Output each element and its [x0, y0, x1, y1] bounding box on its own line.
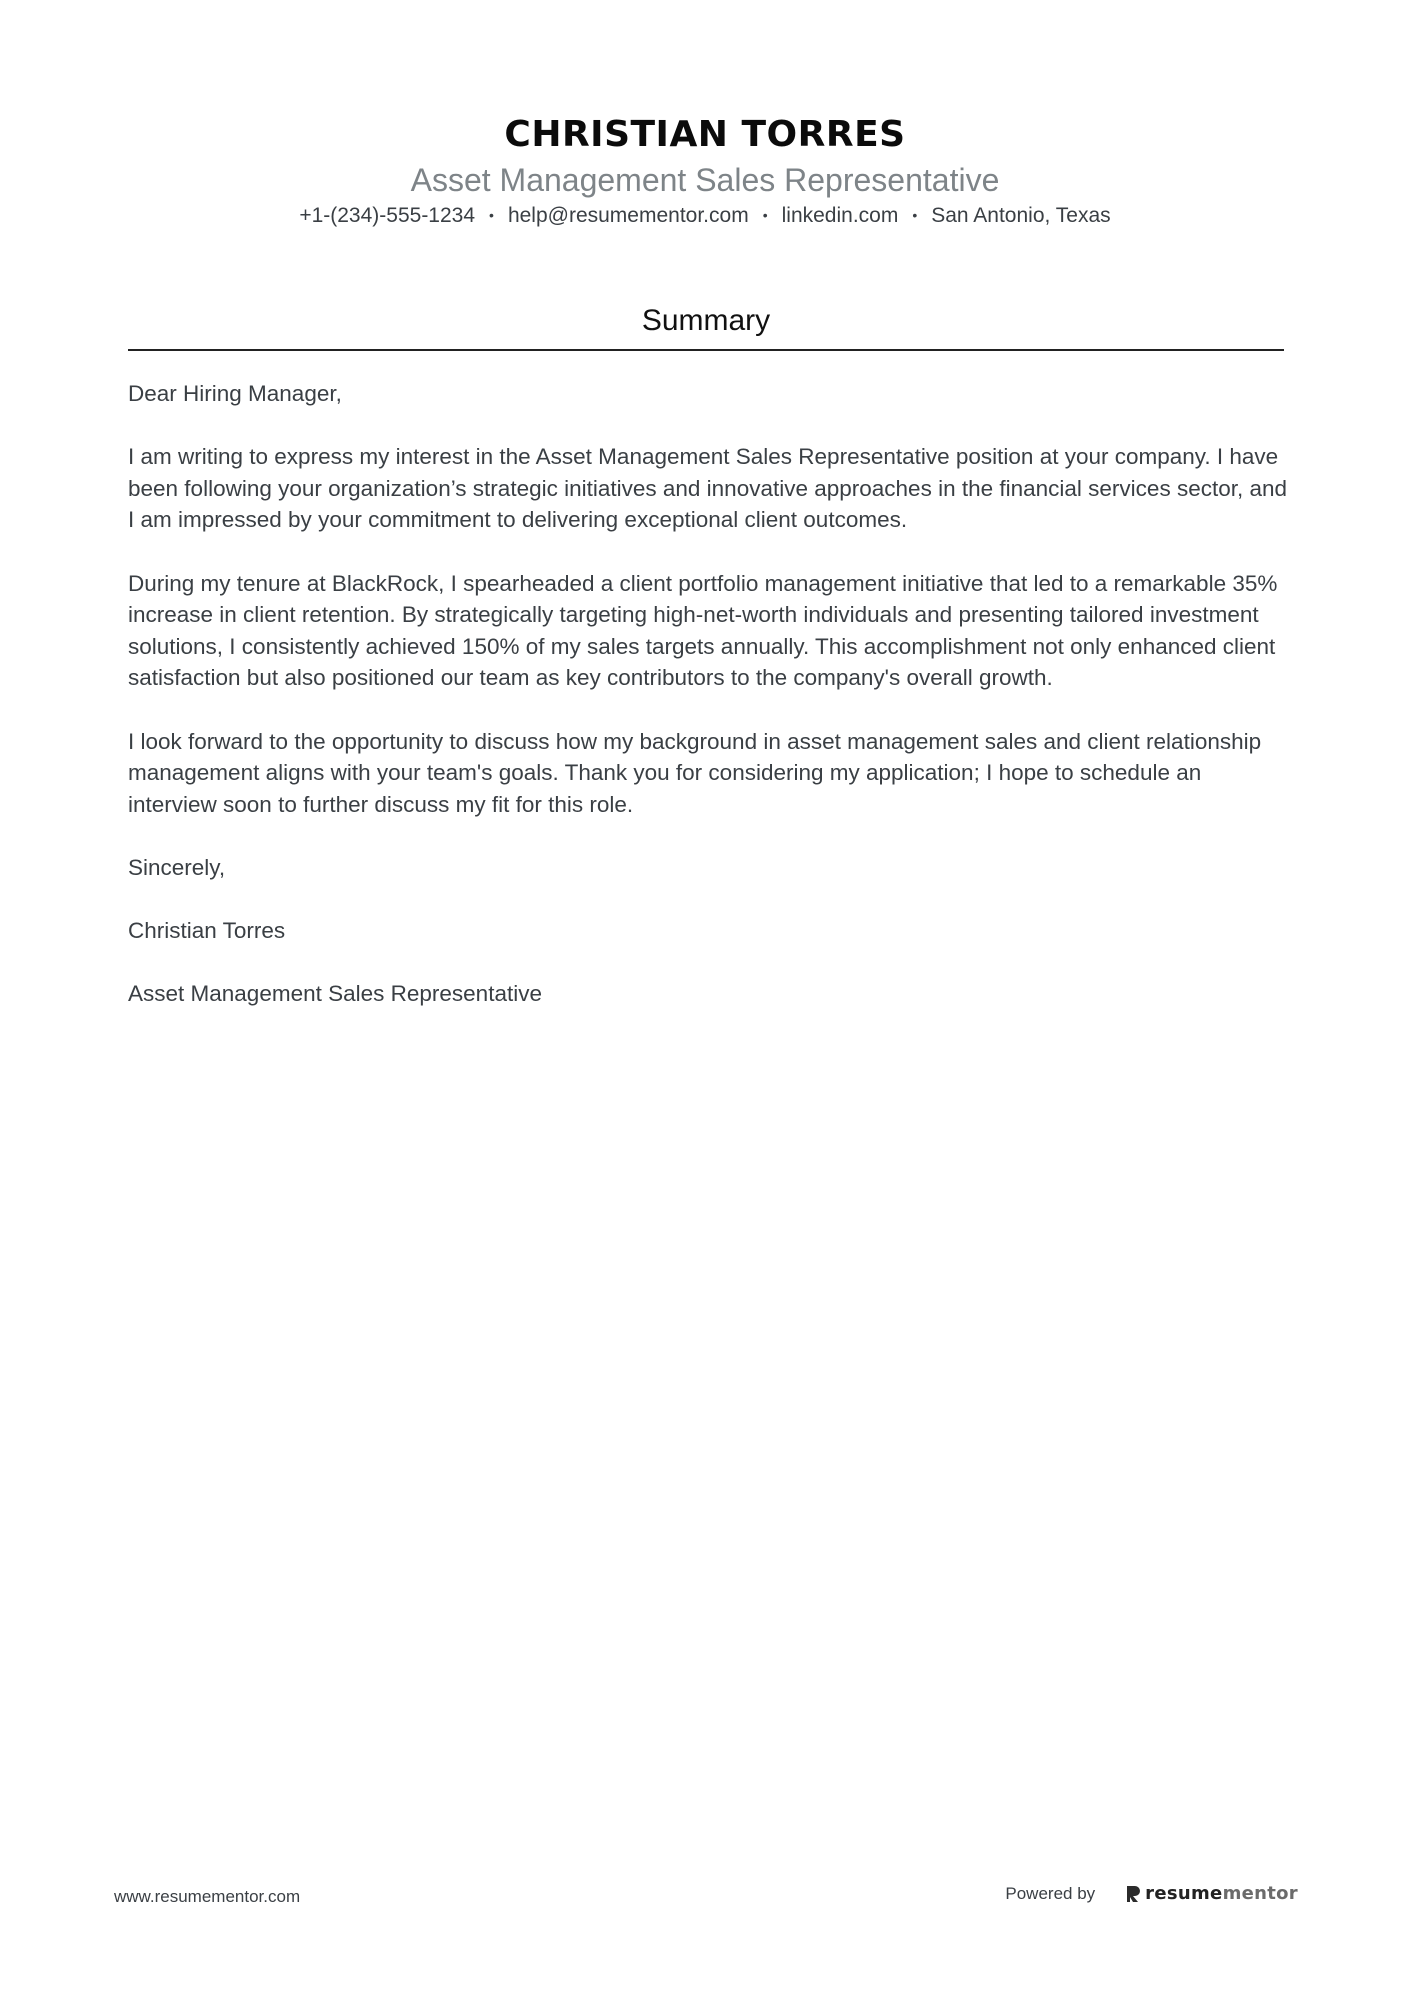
- contact-location: San Antonio, Texas: [931, 204, 1111, 227]
- letter-closing: Sincerely,: [128, 854, 226, 880]
- candidate-name: CHRISTIAN TORRES: [504, 114, 906, 155]
- signature-title: Asset Management Sales Representative: [128, 981, 542, 1007]
- letter-paragraph: During my tenure at BlackRock, I spearheaded a client portfolio management initiative that led to a remarkable 35% increase in client retention. By strategically targeting high-net-worth individuals and presenting tailored investment solutions, I consistently achieved 150% of my sales targets annually. This accomplishment not only enhanced client satisfaction but also positioned our team as key contributors to the company's overall growth.: [128, 570, 1278, 691]
- contact-separator: •: [912, 207, 918, 223]
- section-title-summary: Summary: [641, 304, 771, 337]
- logo-text-light: mentor: [1222, 1883, 1298, 1904]
- letter-greeting: Dear Hiring Manager,: [128, 381, 342, 406]
- powered-by-label: Powered by: [1005, 1883, 1096, 1903]
- footer-branding: [1005, 1883, 1298, 1904]
- letter-body: [128, 378, 1290, 1041]
- letter-paragraph: I am writing to express my interest in the Asset Management Sales Representative position at your company. I have been following your organization’s strategic initiatives and innovative approaches in the financial services sector, and I am impressed by your commitment to delivering exceptional client outcomes.: [128, 444, 1288, 533]
- resumementor-logo[interactable]: [1125, 1883, 1298, 1904]
- footer-website[interactable]: www.resumementor.com: [114, 1887, 301, 1906]
- header: [0, 112, 1410, 230]
- contact-separator: •: [762, 207, 768, 223]
- letter-paragraph: I look forward to the opportunity to discuss how my background in asset management sales and client relationship management aligns with your team's goals. Thank you for considering my application; I hope to schedule an interview soon to further discuss my fit for this role.: [128, 728, 1262, 817]
- contact-linkedin[interactable]: linkedin.com: [781, 204, 899, 227]
- section-divider: [128, 349, 1284, 351]
- contact-phone: +1-(234)-555-1234: [299, 204, 476, 227]
- resumementor-logo-icon: [1125, 1884, 1141, 1904]
- contact-line: [0, 201, 1410, 230]
- contact-email[interactable]: help@resumementor.com: [507, 204, 749, 227]
- signature-name: Christian Torres: [128, 918, 286, 944]
- candidate-role: Asset Management Sales Representative: [410, 162, 1000, 198]
- logo-text-bold: resume: [1145, 1883, 1223, 1904]
- contact-separator: •: [489, 207, 494, 223]
